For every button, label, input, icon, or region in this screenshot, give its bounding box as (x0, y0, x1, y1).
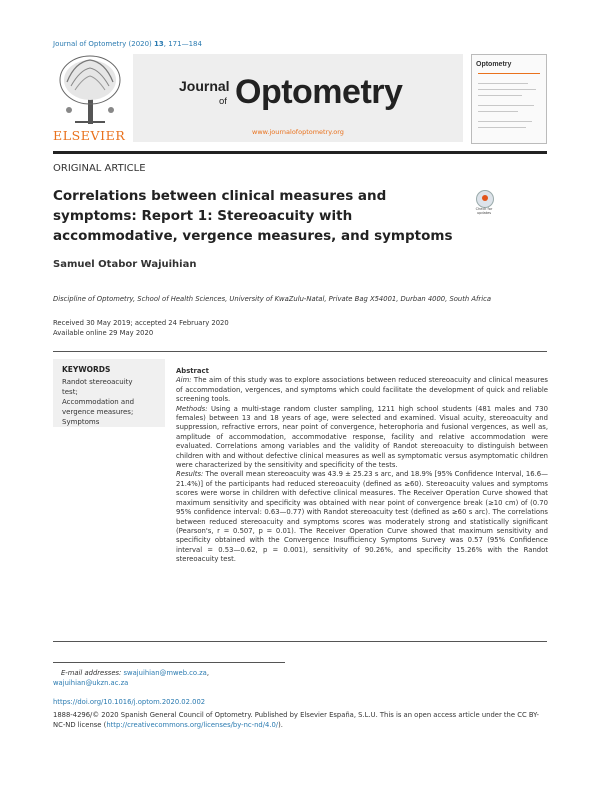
badge-dot (482, 195, 488, 201)
aim-text: The aim of this study was to explore associations between reduced stereoacuity and clinical measures of accommodation, vergences, and symptoms which could facilitate the development of quick and reliable screening tools. (176, 376, 548, 404)
article-type: ORIGINAL ARTICLE (53, 163, 146, 174)
journal-logo-word-of: of (219, 96, 227, 107)
abstract-top-divider (53, 351, 547, 352)
elsevier-tree-icon (55, 52, 125, 126)
keyword-item: Accommodation and (62, 398, 135, 406)
copyright-notice (53, 710, 547, 730)
check-for-updates-badge[interactable] (473, 190, 495, 216)
cover-rule (478, 73, 540, 74)
journal-header (53, 52, 547, 146)
abstract-methods (176, 405, 548, 471)
footnote-divider (53, 662, 285, 663)
journal-citation (53, 40, 202, 48)
abstract-aim (176, 376, 548, 404)
results-label: Results: (176, 470, 204, 479)
header-divider (53, 151, 547, 154)
author-affiliation: Discipline of Optometry, School of Health Sciences, University of KwaZulu-Natal, Private Bag X54001, Durban 4000, South Africa (53, 295, 491, 303)
check-for-updates-icon (476, 190, 494, 208)
article-dates (53, 318, 229, 338)
check-for-updates-label: Check for updates (475, 207, 493, 215)
email-link[interactable]: swajuihian@mweb.co.za (123, 669, 207, 677)
doi-link[interactable]: https://doi.org/10.1016/j.optom.2020.02.002 (53, 698, 206, 706)
abstract-results (176, 470, 548, 564)
email-link[interactable]: wajuihian@ukzn.ac.za (53, 679, 129, 687)
abstract-heading: Abstract (176, 367, 209, 375)
keyword-item: vergence measures; (62, 408, 134, 416)
abstract-bottom-divider (53, 641, 547, 642)
keywords-heading: KEYWORDS (62, 365, 111, 374)
keywords-list (62, 377, 134, 427)
cover-text-line (478, 83, 528, 84)
email-label: E-mail addresses: (61, 669, 122, 677)
keyword-item: Symptoms (62, 418, 100, 426)
copyright-text: 1888-4296/© 2020 Spanish General Council of Optometry. Published by Elsevier España, S.L.U. This is an open access article under the CC BY-NC-ND license ( (53, 711, 539, 729)
copyright-end: ). (278, 721, 283, 729)
keyword-item: Randot stereoacuity (62, 378, 133, 386)
email-line (53, 678, 209, 688)
journal-url-link[interactable]: www.journalofoptometry.org (252, 128, 344, 136)
citation-volume: 13 (154, 40, 164, 48)
methods-text: Using a multi-stage random cluster sampling, 1211 high school students (481 males and 730 females) between 13 and 18 years of age, were selected and examined. Visual acuity, stereoacuity and suppression, refractive errors, near point of convergence, heterophoria and fusional vergences, as well as, amplitude of accommodation, accommodative response, facility and relative accommodation were evaluated. Correlations among variables and the validity of Randot stereoacuity to distinguish between children with and without defective clinical measures as well as symptomatic versus asymptomatic children were characterized by the sensitivity and specificity of the tests. (176, 404, 548, 470)
cover-text-line (478, 95, 522, 96)
email-line: E-mail addresses: swajuihian@mweb.co.za, (61, 669, 210, 677)
author-name: Samuel Otabor Wajuihian (53, 259, 197, 270)
methods-label: Methods: (176, 404, 208, 413)
cover-text-line (478, 105, 534, 106)
keywords-box (53, 359, 165, 427)
citation-prefix: Journal of Optometry (2020) (53, 40, 155, 48)
online-date: Available online 29 May 2020 (53, 329, 154, 337)
elsevier-wordmark: ELSEVIER (53, 128, 126, 143)
journal-cover-thumbnail[interactable] (471, 54, 547, 144)
license-link[interactable]: http://creativecommons.org/licenses/by-nc-nd/4.0/ (106, 721, 279, 729)
results-text: The overall mean stereoacuity was 43.9 ± 25.23 s arc, and 18.9% [95% Confidence Interval, 16.6—21.4%)] of the participants had reduced stereoacuity (defined as ≥60). Stereoacuity values and symptoms scores were worse in children with defective clinical measures. The Receiver Operation Curve showed that maximum sensitivity and specificity was obtained with near point of convergence break (≥10 cm) of (0.70 95% confidence interval: 0.63—0.77) with Randot stereoacuity test (defined as ≥60 s arc). The correlations between reduced stereoacuity and symptoms scores was moderately strong and statistically significant (Pearson's, r = 0.507, p = 0.01). The Receiver Operation Curve showed that maximum sensitivity and specificity obtained with the Convergence Insufficiency Symptoms Survey was 0.57 (95% Confidence interval = 0.53—0.62, p = 0.001), sensitivity of 90.26%, and specificity 15.26% with the Randot stereoacuity test. (176, 470, 548, 564)
aim-label: Aim: (176, 376, 192, 385)
cover-text-line (478, 127, 526, 128)
received-date: Received 30 May 2019; accepted 24 February 2020 (53, 319, 229, 327)
elsevier-logo[interactable] (53, 52, 129, 144)
cover-text-line (478, 121, 532, 122)
cover-title: Optometry (476, 61, 512, 68)
keyword-item: test; (62, 388, 78, 396)
cover-text-line (478, 89, 536, 90)
article-title: Correlations between clinical measures and symptoms: Report 1: Stereoacuity with accommodative, vergence measures, and symptoms (53, 188, 453, 244)
journal-logo-word-journal: Journal (179, 78, 230, 94)
abstract-section (176, 367, 548, 565)
journal-banner (133, 54, 463, 142)
cover-text-line (478, 111, 518, 112)
journal-logo-word-optometry: Optometry (235, 73, 403, 111)
author-emails (53, 668, 209, 688)
citation-pages: , 171—184 (163, 40, 202, 48)
